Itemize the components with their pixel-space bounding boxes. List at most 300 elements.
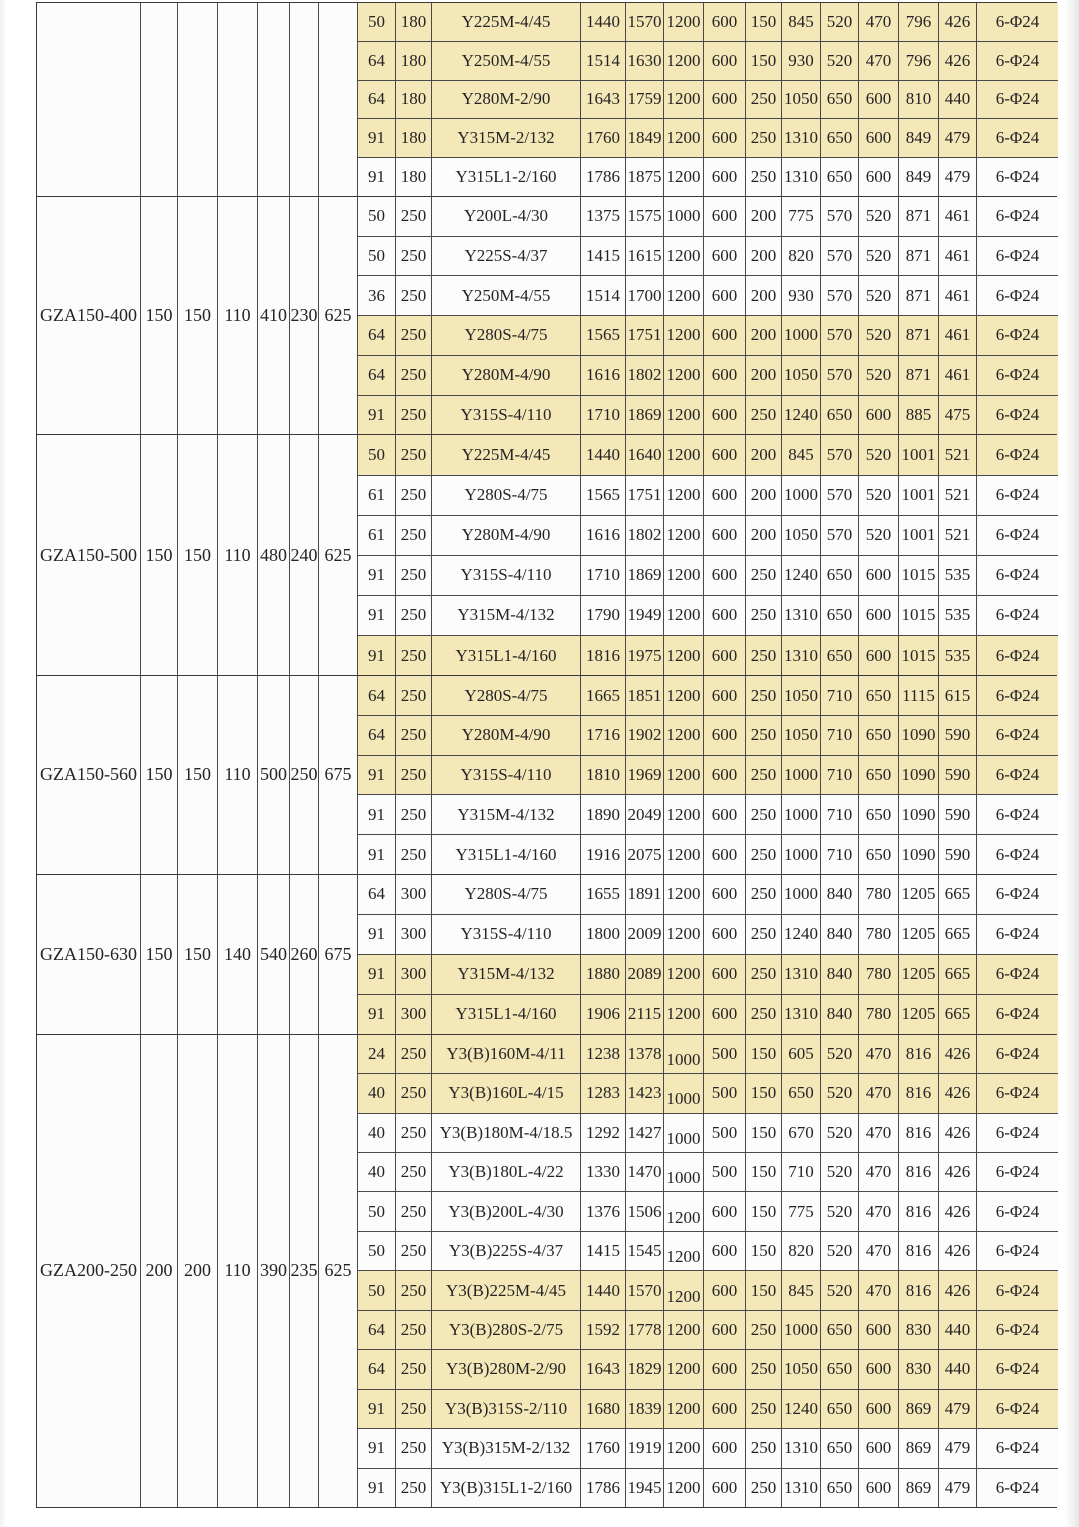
motor-model-cell [432, 1074, 581, 1112]
flow-cell [358, 795, 396, 834]
spec-table [36, 2, 1057, 1508]
motor-model-cell-text: Y315S-4/110 [460, 405, 552, 425]
value-cell-text: 1570 [627, 1280, 662, 1300]
value-cell [581, 795, 626, 834]
head-cell [396, 316, 432, 355]
value-cell [821, 1469, 859, 1507]
flow-cell-text: 24 [368, 1043, 385, 1063]
head-cell [396, 556, 432, 595]
motor-model-cell-text: Y315L1-2/160 [455, 166, 557, 186]
value-cell [939, 915, 977, 954]
value-cell [664, 676, 704, 715]
dim-cell-text: 230 [290, 305, 318, 326]
value-cell [939, 1192, 977, 1230]
motor-model-cell-text: Y225S-4/37 [464, 245, 548, 265]
value-cell-text: 1680 [586, 1398, 620, 1418]
value-cell-text: 1592 [586, 1320, 620, 1340]
value-cell [821, 3, 859, 41]
value-cell-text: 520 [865, 245, 892, 265]
value-cell [782, 756, 821, 795]
motor-model-cell-text: Y3(B)315M-2/132 [441, 1438, 571, 1458]
value-cell-text: 1916 [586, 844, 620, 864]
value-cell [782, 835, 821, 874]
flow-cell [358, 435, 396, 474]
value-cell-text: 1001 [901, 485, 936, 505]
value-cell-text: 200 [750, 245, 777, 265]
value-cell-text: 250 [750, 89, 777, 109]
value-cell-text: 150 [750, 50, 777, 70]
value-cell-text: 479 [944, 166, 971, 186]
head-cell [396, 1429, 432, 1467]
value-cell [664, 237, 704, 276]
dim-cell-text: 140 [224, 943, 251, 964]
value-cell-text: 1427 [627, 1122, 662, 1142]
section-rows [358, 197, 1058, 435]
section-left-block [37, 1035, 358, 1507]
value-cell-text: 600 [711, 444, 738, 464]
value-cell [782, 476, 821, 515]
motor-model-cell-text: Y3(B)180M-4/18.5 [439, 1122, 573, 1142]
value-cell [939, 316, 977, 355]
value-cell-text: 470 [865, 1280, 892, 1300]
value-cell-text: 1643 [586, 89, 620, 109]
bolt-holes-cell [977, 42, 1058, 80]
flow-cell [358, 1074, 396, 1112]
value-cell [581, 596, 626, 635]
value-cell-text: 1050 [784, 1359, 818, 1379]
value-cell [581, 42, 626, 80]
head-cell [396, 81, 432, 119]
head-cell [396, 1469, 432, 1507]
value-cell-text: 1200 [666, 444, 701, 464]
value-cell [746, 396, 782, 435]
bolt-holes-cell [977, 716, 1058, 755]
motor-model-cell-text: Y280S-4/75 [464, 884, 548, 904]
head-cell-text: 250 [400, 804, 427, 824]
flow-cell-text: 91 [368, 405, 385, 425]
value-cell-text: 500 [711, 1122, 738, 1142]
value-cell-text: 600 [711, 844, 738, 864]
value-cell-text: 426 [944, 1201, 971, 1221]
value-cell-text: 1310 [784, 645, 818, 665]
section-rows [358, 875, 1058, 1034]
value-cell [821, 1074, 859, 1112]
value-cell [626, 356, 664, 395]
motor-model-cell-text: Y3(B)225S-4/37 [448, 1241, 564, 1261]
value-cell-text: 665 [944, 924, 971, 944]
value-cell [821, 1192, 859, 1230]
bolt-holes-cell-text: 6-Φ24 [995, 1162, 1040, 1182]
model-cell [37, 435, 141, 675]
value-cell-text: 1849 [627, 128, 662, 148]
flow-cell [358, 1350, 396, 1388]
value-cell [821, 316, 859, 355]
value-cell [581, 1114, 626, 1152]
value-cell-text: 600 [711, 1241, 738, 1261]
value-cell-text: 1376 [586, 1201, 620, 1221]
value-cell-text: 1200 [666, 605, 701, 625]
dim-cell [141, 676, 178, 874]
value-cell-text: 570 [826, 245, 853, 265]
value-cell-text: 600 [865, 89, 892, 109]
model-cell [37, 3, 141, 196]
value-cell [782, 875, 821, 914]
value-cell-text: 650 [826, 1320, 853, 1340]
flow-cell-text: 91 [368, 645, 385, 665]
value-cell-text: 1200 [666, 924, 701, 944]
head-cell-text: 250 [400, 1162, 427, 1182]
value-cell [859, 42, 899, 80]
motor-model-cell [432, 795, 581, 834]
value-cell [704, 915, 746, 954]
table-row [358, 835, 1058, 874]
value-cell-text: 250 [750, 405, 777, 425]
value-cell [581, 158, 626, 196]
head-cell-text: 250 [400, 206, 427, 226]
section-rows [358, 1035, 1058, 1507]
value-cell [821, 1153, 859, 1191]
value-cell [704, 158, 746, 196]
section-rows [358, 3, 1058, 196]
value-cell [664, 1271, 704, 1309]
head-cell [396, 1271, 432, 1309]
flow-cell-text: 61 [368, 485, 385, 505]
value-cell [899, 276, 939, 315]
value-cell [782, 42, 821, 80]
dim-cell-text: 150 [145, 943, 173, 964]
value-cell [581, 676, 626, 715]
value-cell [899, 795, 939, 834]
value-cell-text: 650 [826, 1477, 853, 1497]
value-cell [821, 1311, 859, 1349]
value-cell [939, 1469, 977, 1507]
flow-cell-text: 64 [368, 365, 385, 385]
value-cell [859, 676, 899, 715]
value-cell-text: 1200 [666, 128, 701, 148]
dim-cell [218, 1035, 258, 1507]
flow-cell-text: 61 [368, 525, 385, 545]
value-cell [704, 276, 746, 315]
head-cell [396, 1232, 432, 1270]
head-cell [396, 42, 432, 80]
flow-cell-text: 91 [368, 844, 385, 864]
motor-model-cell [432, 875, 581, 914]
value-cell-text: 1760 [586, 1438, 620, 1458]
value-cell [704, 1390, 746, 1428]
flow-cell [358, 875, 396, 914]
value-cell-text: 1240 [784, 924, 818, 944]
flow-cell [358, 276, 396, 315]
dim-cell [290, 197, 319, 435]
flow-cell-text: 64 [368, 89, 385, 109]
dim-cell-text: 150 [184, 544, 211, 565]
value-cell [821, 756, 859, 795]
table-row [358, 435, 1058, 475]
value-cell-text: 470 [865, 1083, 892, 1103]
motor-model-cell-text: Y225M-4/45 [461, 444, 551, 464]
value-cell-text: 1000 [666, 1089, 701, 1109]
flow-cell [358, 237, 396, 276]
value-cell [581, 276, 626, 315]
value-cell-text: 2115 [627, 1004, 662, 1024]
flow-cell [358, 476, 396, 515]
bolt-holes-cell-text: 6-Φ24 [995, 1043, 1040, 1063]
dim-cell [319, 3, 358, 196]
value-cell-text: 845 [788, 11, 814, 31]
motor-model-cell-text: Y250M-4/55 [461, 50, 551, 70]
dim-cell-text: 625 [324, 544, 352, 565]
flow-cell [358, 119, 396, 157]
bolt-holes-cell [977, 1153, 1058, 1191]
value-cell-text: 650 [826, 128, 853, 148]
flow-cell-text: 64 [368, 725, 385, 745]
value-cell-text: 1969 [627, 765, 662, 784]
value-cell-text: 1001 [901, 444, 936, 464]
value-cell [746, 1271, 782, 1309]
value-cell-text: 570 [826, 485, 853, 505]
value-cell-text: 816 [905, 1162, 932, 1182]
value-cell-text: 570 [826, 206, 853, 226]
motor-model-cell-text: Y315M-2/132 [457, 128, 555, 148]
value-cell [821, 42, 859, 80]
value-cell-text: 1000 [666, 1128, 701, 1148]
dim-cell [290, 1035, 319, 1507]
value-cell [859, 276, 899, 315]
value-cell-text: 600 [711, 1359, 738, 1379]
motor-model-cell-text: Y315L1-4/160 [455, 844, 557, 864]
value-cell [939, 42, 977, 80]
value-cell-text: 1514 [586, 50, 620, 70]
value-cell [746, 556, 782, 595]
flow-cell [358, 915, 396, 954]
value-cell [626, 119, 664, 157]
value-cell-text: 600 [865, 1398, 892, 1418]
value-cell [746, 596, 782, 635]
value-cell-text: 650 [826, 1438, 853, 1458]
bolt-holes-cell-text: 6-Φ24 [995, 605, 1040, 625]
value-cell [746, 435, 782, 474]
value-cell [581, 1271, 626, 1309]
value-cell [626, 1074, 664, 1112]
head-cell [396, 237, 432, 276]
bolt-holes-cell [977, 356, 1058, 395]
value-cell [746, 42, 782, 80]
value-cell-text: 1115 [902, 685, 935, 705]
value-cell-text: 250 [750, 685, 777, 705]
value-cell-text: 1090 [901, 804, 936, 824]
value-cell [939, 835, 977, 874]
value-cell [859, 1232, 899, 1270]
value-cell [939, 158, 977, 196]
value-cell [746, 636, 782, 675]
value-cell-text: 816 [905, 1241, 932, 1261]
value-cell-text: 869 [905, 1477, 932, 1497]
model-cell [37, 875, 141, 1034]
value-cell [664, 1311, 704, 1349]
head-cell [396, 1350, 432, 1388]
value-cell [664, 276, 704, 315]
value-cell [899, 476, 939, 515]
bolt-holes-cell [977, 119, 1058, 157]
bolt-holes-cell [977, 875, 1058, 914]
value-cell [782, 516, 821, 555]
value-cell [581, 197, 626, 236]
value-cell-text: 440 [944, 1320, 971, 1340]
table-section-GZA150-400 [37, 197, 1056, 436]
dim-cell-text: 150 [145, 764, 173, 785]
bolt-holes-cell-text: 6-Φ24 [995, 485, 1040, 505]
value-cell-text: 1200 [666, 565, 701, 585]
dim-cell [258, 676, 290, 874]
flow-cell [358, 556, 396, 595]
motor-model-cell [432, 756, 581, 795]
value-cell-text: 650 [826, 89, 853, 109]
dim-cell-text: 250 [290, 764, 318, 785]
bolt-holes-cell-text: 6-Φ24 [995, 1201, 1040, 1221]
value-cell-text: 250 [750, 804, 777, 824]
motor-model-cell-text: Y3(B)280S-2/75 [448, 1320, 564, 1340]
dim-cell-text: 240 [290, 544, 318, 565]
dim-cell [178, 3, 218, 196]
value-cell [821, 119, 859, 157]
value-cell-text: 1310 [784, 964, 818, 984]
table-section-GZA150-560 [37, 676, 1056, 875]
value-cell-text: 1890 [586, 804, 620, 824]
bolt-holes-cell-text: 6-Φ24 [995, 1359, 1040, 1379]
value-cell [939, 1114, 977, 1152]
table-row [358, 636, 1058, 675]
dim-cell [290, 3, 319, 196]
value-cell-text: 1015 [901, 605, 936, 625]
value-cell [859, 1192, 899, 1230]
value-cell [782, 795, 821, 834]
value-cell-text: 780 [865, 884, 892, 904]
value-cell-text: 479 [944, 1398, 971, 1418]
value-cell [939, 1035, 977, 1073]
value-cell [704, 3, 746, 41]
motor-model-cell-text: Y280S-4/75 [464, 325, 548, 345]
value-cell-text: 1906 [586, 1004, 620, 1024]
value-cell-text: 470 [865, 1162, 892, 1182]
bolt-holes-cell [977, 237, 1058, 276]
value-cell [939, 476, 977, 515]
value-cell-text: 1643 [586, 1359, 620, 1379]
value-cell [626, 1271, 664, 1309]
table-row [358, 795, 1058, 835]
value-cell-text: 600 [711, 89, 738, 109]
value-cell [664, 835, 704, 874]
value-cell-text: 710 [826, 844, 853, 864]
flow-cell-text: 91 [368, 1477, 385, 1497]
motor-model-cell [432, 1311, 581, 1349]
table-row [358, 237, 1058, 277]
bolt-holes-cell [977, 835, 1058, 874]
value-cell-text: 500 [711, 1083, 738, 1103]
value-cell-text: 200 [750, 444, 777, 464]
value-cell [939, 716, 977, 755]
head-cell [396, 676, 432, 715]
bolt-holes-cell-text: 6-Φ24 [995, 924, 1040, 944]
value-cell [704, 1350, 746, 1388]
value-cell-text: 1050 [784, 89, 818, 109]
head-cell [396, 276, 432, 315]
value-cell [859, 995, 899, 1034]
motor-model-cell-text: Y3(B)225M-4/45 [446, 1280, 566, 1300]
value-cell-text: 150 [750, 1162, 777, 1182]
value-cell-text: 1415 [586, 1241, 620, 1261]
value-cell [859, 1153, 899, 1191]
value-cell-text: 426 [944, 1162, 971, 1182]
value-cell [899, 1153, 939, 1191]
value-cell [939, 1390, 977, 1428]
head-cell [396, 356, 432, 395]
value-cell-text: 521 [944, 444, 971, 464]
value-cell-text: 1778 [627, 1320, 662, 1340]
head-cell [396, 119, 432, 157]
value-cell [626, 1232, 664, 1270]
motor-model-cell [432, 1350, 581, 1388]
value-cell [746, 716, 782, 755]
value-cell-text: 1570 [627, 11, 662, 31]
value-cell-text: 200 [750, 206, 777, 226]
bolt-holes-cell [977, 1232, 1058, 1270]
table-section-GZA200-250 [37, 1035, 1056, 1507]
value-cell-text: 1050 [784, 365, 818, 385]
value-cell-text: 650 [826, 1398, 853, 1418]
motor-model-cell-text: Y315M-4/132 [457, 964, 555, 984]
value-cell [664, 396, 704, 435]
value-cell-text: 1514 [586, 285, 620, 305]
value-cell [782, 1271, 821, 1309]
motor-model-cell [432, 356, 581, 395]
value-cell-text: 1200 [666, 1359, 701, 1379]
value-cell [859, 158, 899, 196]
table-row [358, 396, 1058, 435]
value-cell [581, 396, 626, 435]
table-section-GZA150-500 [37, 435, 1056, 676]
value-cell-text: 250 [750, 1004, 777, 1024]
value-cell-text: 150 [750, 1122, 777, 1142]
value-cell [859, 835, 899, 874]
value-cell [782, 556, 821, 595]
table-row [358, 356, 1058, 396]
value-cell [581, 636, 626, 675]
dim-cell [319, 1035, 358, 1507]
dim-cell [141, 435, 178, 675]
flow-cell-text: 91 [368, 924, 385, 944]
value-cell-text: 871 [905, 206, 932, 226]
value-cell [664, 1074, 704, 1112]
head-cell [396, 795, 432, 834]
dim-cell [218, 435, 258, 675]
value-cell-text: 479 [944, 128, 971, 148]
value-cell [664, 158, 704, 196]
dim-cell-text: 200 [184, 1260, 211, 1281]
value-cell-text: 840 [826, 884, 853, 904]
table-row [358, 476, 1058, 516]
value-cell [664, 556, 704, 595]
value-cell-text: 1802 [627, 365, 662, 385]
table-row [358, 955, 1058, 995]
value-cell-text: 1902 [627, 725, 662, 745]
value-cell-text: 600 [711, 485, 738, 505]
dim-cell-text: 625 [324, 1260, 352, 1281]
value-cell-text: 1200 [666, 50, 701, 70]
dim-cell [178, 1035, 218, 1507]
value-cell-text: 1310 [784, 605, 818, 625]
value-cell-text: 1630 [627, 50, 662, 70]
value-cell [746, 1074, 782, 1112]
